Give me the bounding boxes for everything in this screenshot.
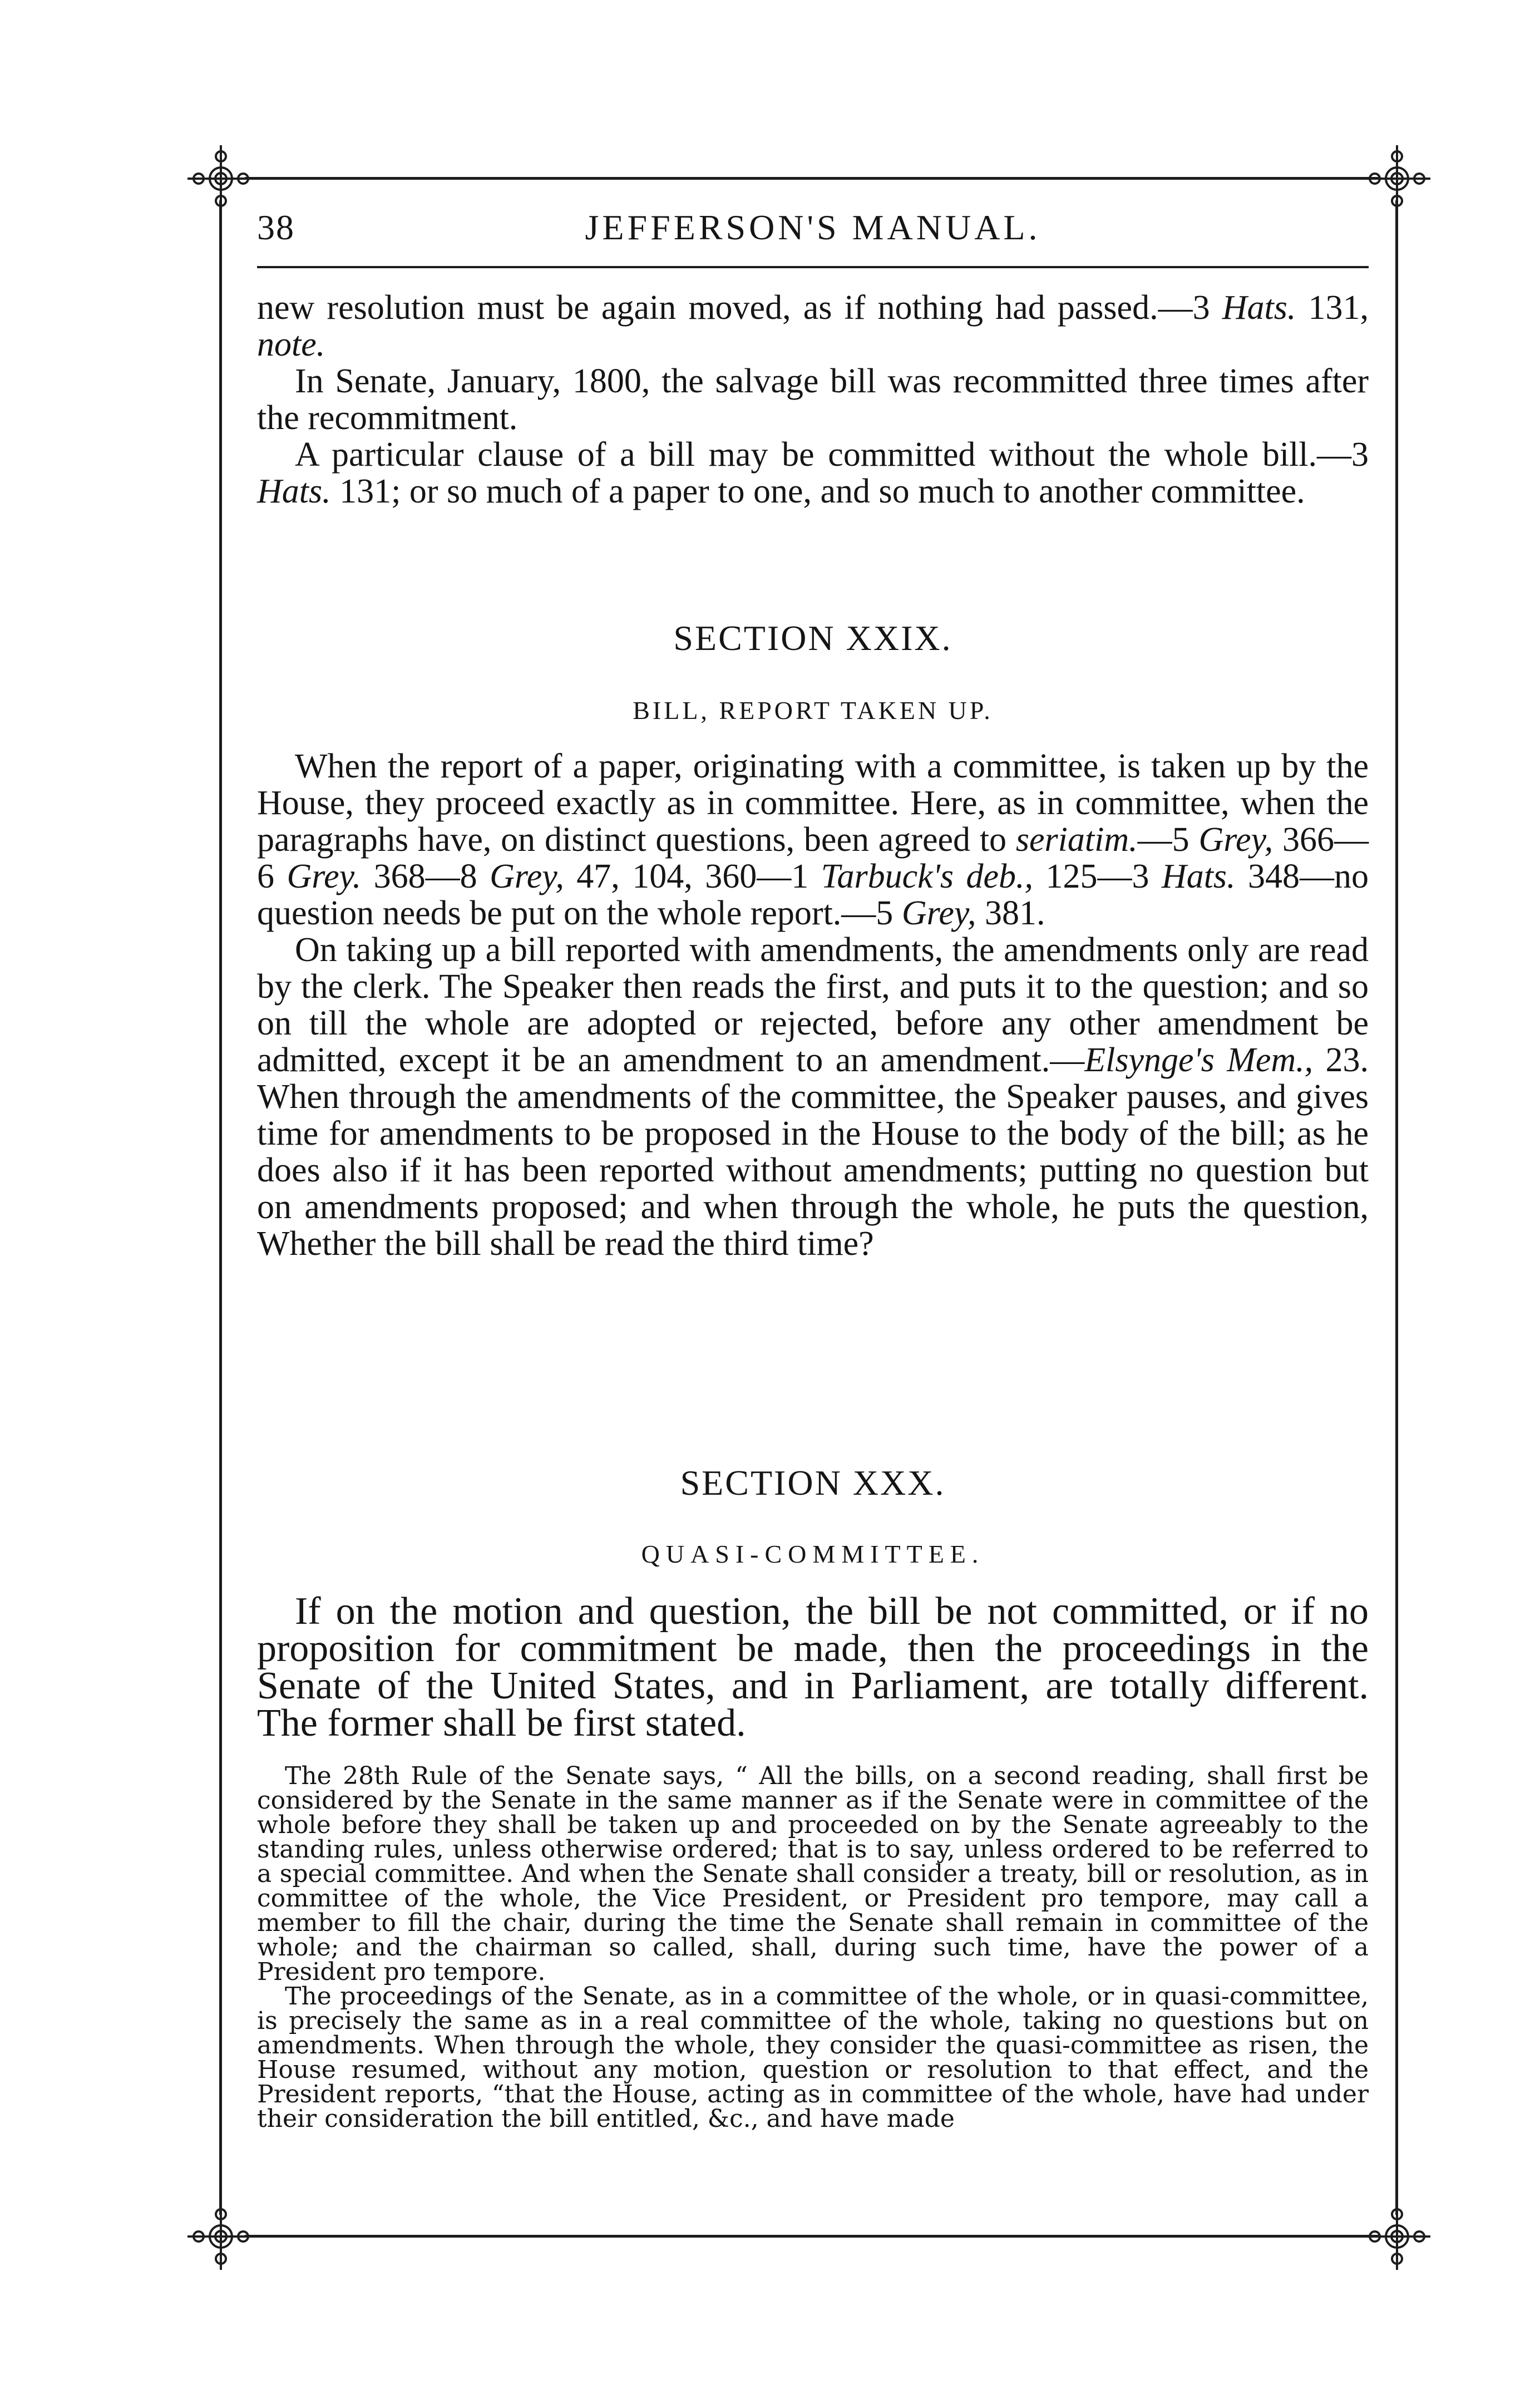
- corner-ornament-icon: [1364, 145, 1430, 212]
- header-rule: [257, 266, 1369, 268]
- corner-ornament-icon: [187, 2203, 254, 2270]
- right-border-rule: [1395, 200, 1398, 2215]
- paragraph: When the report of a paper, originating with a committee, is taken up by the House, they proceed exactly as in committee. Here, as in committee, when the paragraphs have, on distinct questions, been agreed to seriatim.—5 Grey, 366—6 Grey. 368—8 Grey, 47, 104, 360—1 Tarbuck's deb., 125—3 Hats. 348—no question needs be put on the whole report.—5 Grey, 381.: [257, 747, 1369, 932]
- paragraph: A particular clause of a bill may be committed without the whole bill.—3 Hats. 131; or so much of a paper to one, and so much to another committee.: [257, 436, 1369, 510]
- top-border-rule: [245, 177, 1380, 180]
- section-subtitle: BILL, REPORT TAKEN UP.: [633, 696, 993, 725]
- running-title: JEFFERSON'S MANUAL.: [585, 208, 1041, 247]
- section-30-body: [257, 1590, 1369, 1745]
- section-subtitle: QUASI-COMMITTEE.: [641, 1540, 985, 1568]
- intro-block: [257, 289, 1369, 510]
- paragraph: On taking up a bill reported with amendments, the amendments only are read by the clerk. The Speaker then reads the first, and puts it to the question; and so on till the whole are adopted or rejected, before any other amendment be admitted, except it be an amendment to an amendment.—Elsynge's Mem., 23. When through the amendments of the committee, the Speaker pauses, and gives time for amendments to be proposed in the House to the body of the bill; as he does also if it has been reported without amendments; putting no question but on amendments proposed; and when through the whole, he puts the question, Whether the bill shall be read the third time?: [257, 931, 1369, 1263]
- footnote-block: [257, 1764, 1369, 2131]
- note-paragraph: The proceedings of the Senate, as in a committee of the whole, or in quasi-committee, is precisely the same as in a real committee of the whole, taking no questions but on amendments. When through the whole, they consider the quasi-committee as risen, the House resumed, without any motion, question or resolution to that effect, and the President reports, “that the House, acting as in committee of the whole, have had under their consideration the bill entitled, &c., and have made: [257, 1982, 1369, 2133]
- corner-ornament-icon: [1364, 2203, 1430, 2270]
- bottom-border-rule: [245, 2235, 1380, 2238]
- section-heading: SECTION XXIX.: [673, 618, 952, 658]
- paragraph: If on the motion and question, the bill be not committed, or if no proposition for commitment be made, then the proceedings in the Senate of the United States, and in Parliament, are totally different. The former shall be first stated.: [257, 1590, 1369, 1745]
- paragraph: new resolution must be again moved, as if nothing had passed.—3 Hats. 131, note.: [257, 289, 1369, 363]
- section-29-body: [257, 748, 1369, 1262]
- corner-ornament-icon: [187, 145, 254, 212]
- section-heading: SECTION XXX.: [680, 1463, 946, 1502]
- page-number: 38: [257, 208, 295, 247]
- note-paragraph: The 28th Rule of the Senate says, “ All the bills, on a second reading, shall first be considered by the Senate in the same manner as if the Senate were in committee of the whole before they shall be taken up and proceeded on by the Senate agreeably to the standing rules, unless otherwise ordered; that is to say, unless ordered to be referred to a special committee. And when the Senate shall consider a treaty, bill or resolution, as in committee of the whole, the Vice President, or President pro tempore, may call a member to fill the chair, during the time the Senate shall remain in committee of the whole; and the chairman so called, shall, during such time, have the power of a President pro tempore.: [257, 1762, 1369, 1986]
- running-head: [257, 207, 1369, 257]
- left-border-rule: [219, 200, 222, 2215]
- paragraph: In Senate, January, 1800, the salvage bill was recommitted three times after the recommitment.: [257, 362, 1369, 437]
